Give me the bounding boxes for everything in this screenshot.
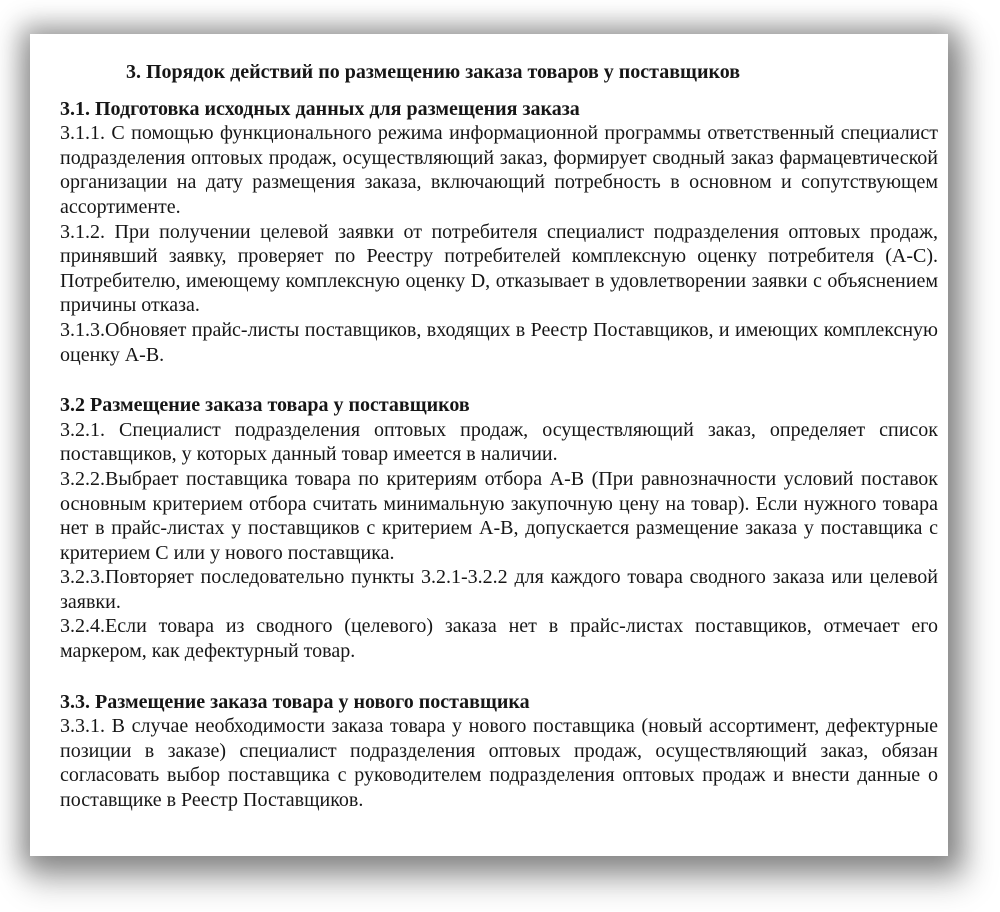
- section-heading: 3.2 Размещение заказа товара у поставщиков: [60, 394, 470, 417]
- document-content: [60, 60, 938, 813]
- paragraph-3-1-2: 3.1.2. При получении целевой заявки от потребителя специалист подразделения оптовых продаж, принявший заявку, проверяет по Реестру потребителей комплексную оценку потребителя (А-С). Потребителю, имеющему комплексную оценку D, отказывает в удовлетворении заявки с объяснением причины отказа.: [60, 220, 938, 317]
- section-heading: 3.1. Подготовка исходных данных для размещения заказа: [60, 97, 580, 120]
- paragraph-3-2-4: 3.2.4.Если товара из сводного (целевого) заказа нет в прайс-листах поставщиков, отмечает его маркером, как дефектурный товар.: [60, 615, 938, 663]
- section-3-1: [60, 97, 938, 368]
- section-heading: 3.3. Размещение заказа товара у нового поставщика: [60, 690, 530, 713]
- section-spacer: [60, 664, 938, 690]
- document-page: [30, 34, 948, 856]
- paragraph-3-3-1: 3.3.1. В случае необходимости заказа товара у нового поставщика (новый ассортимент, дефектурные позиции в заказе) специалист подразделения оптовых продаж, осуществляющий заказ, обязан согласовать выбор поставщика с руководителем подразделения оптовых продаж и внести данные о поставщике в Реестр Поставщиков.: [60, 715, 938, 812]
- paragraph-3-2-2: 3.2.2.Выбрает поставщика товара по критериям отбора А-В (При равнозначности условий поставок основным критерием отбора считать минимальную закупочную цену на товар). Если нужного товара нет в прайс-листах у поставщиков с критерием А-В, допускается размещение заказа у поставщика с критерием С или у нового поставщика.: [60, 467, 938, 564]
- paragraph-3-1-1: 3.1.1. С помощью функционального режима информационной программы ответственный специалист подразделения оптовых продаж, осуществляющий заказ, формирует сводный заказ фармацевтической организации на дату размещения заказа, включающий потребность в основном и сопутствующем ассортименте.: [60, 122, 938, 218]
- section-3-2: [60, 393, 938, 664]
- section-3-3: [60, 690, 938, 813]
- paragraph-3-2-3: 3.2.3.Повторяет последовательно пункты 3.2.1-3.2.2 для каждого товара сводного заказа или целевой заявки.: [60, 566, 938, 613]
- section-spacer: [60, 367, 938, 393]
- paragraph-3-1-3: 3.1.3.Обновяет прайс-листы поставщиков, входящих в Реестр Поставщиков, и имеющих комплексную оценку А-В.: [60, 318, 938, 366]
- document-title: 3. Порядок действий по размещению заказа товаров у поставщиков: [126, 61, 741, 83]
- paragraph-3-2-1: 3.2.1. Специалист подразделения оптовых продаж, осуществляющий заказ, определяет список поставщиков, у которых данный товар имеется в наличии.: [60, 418, 938, 466]
